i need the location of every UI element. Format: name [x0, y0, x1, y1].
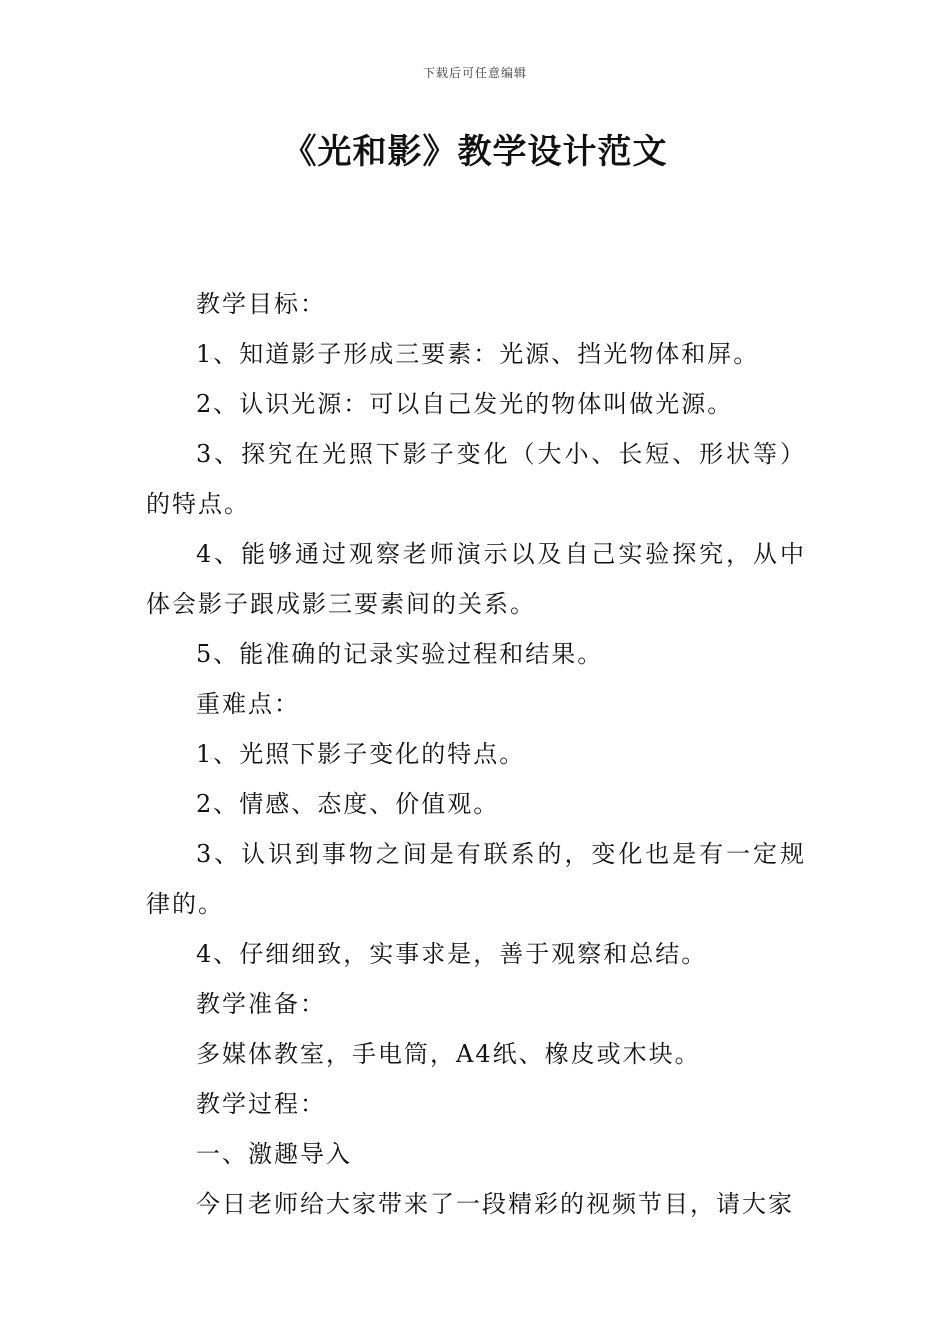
paragraph: 1、知道影子形成三要素：光源、挡光物体和屏。	[196, 340, 760, 368]
paragraph: 一、激趣导入	[196, 1140, 352, 1168]
paragraph: 教学目标：	[196, 290, 326, 318]
paragraph: 多媒体教室，手电筒，A4纸、橡皮或木块。	[196, 1040, 701, 1068]
header-note: 下载后可任意编辑	[422, 66, 527, 80]
paragraph: 4、能够通过观察老师演示以及自己实验探究，从中体会影子跟成影三要素间的关系。	[146, 540, 806, 618]
document-body	[146, 279, 806, 1229]
paragraph: 教学过程：	[196, 1090, 326, 1118]
paragraph: 3、探究在光照下影子变化（大小、长短、形状等）的特点。	[146, 440, 806, 518]
paragraph: 2、认识光源：可以自己发光的物体叫做光源。	[196, 390, 734, 418]
paragraph: 4、仔细细致，实事求是，善于观察和总结。	[196, 940, 708, 968]
paragraph: 1、光照下影子变化的特点。	[196, 740, 526, 768]
paragraph: 3、认识到事物之间是有联系的，变化也是有一定规律的。	[146, 840, 806, 918]
paragraph: 5、能准确的记录实验过程和结果。	[196, 640, 604, 668]
paragraph: 重难点：	[196, 690, 300, 718]
document-title: 《光和影》教学设计范文	[282, 132, 668, 172]
paragraph: 教学准备：	[196, 990, 326, 1018]
paragraph: 今日老师给大家带来了一段精彩的视频节目，请大家	[196, 1190, 794, 1218]
paragraph: 2、情感、态度、价值观。	[196, 790, 500, 818]
